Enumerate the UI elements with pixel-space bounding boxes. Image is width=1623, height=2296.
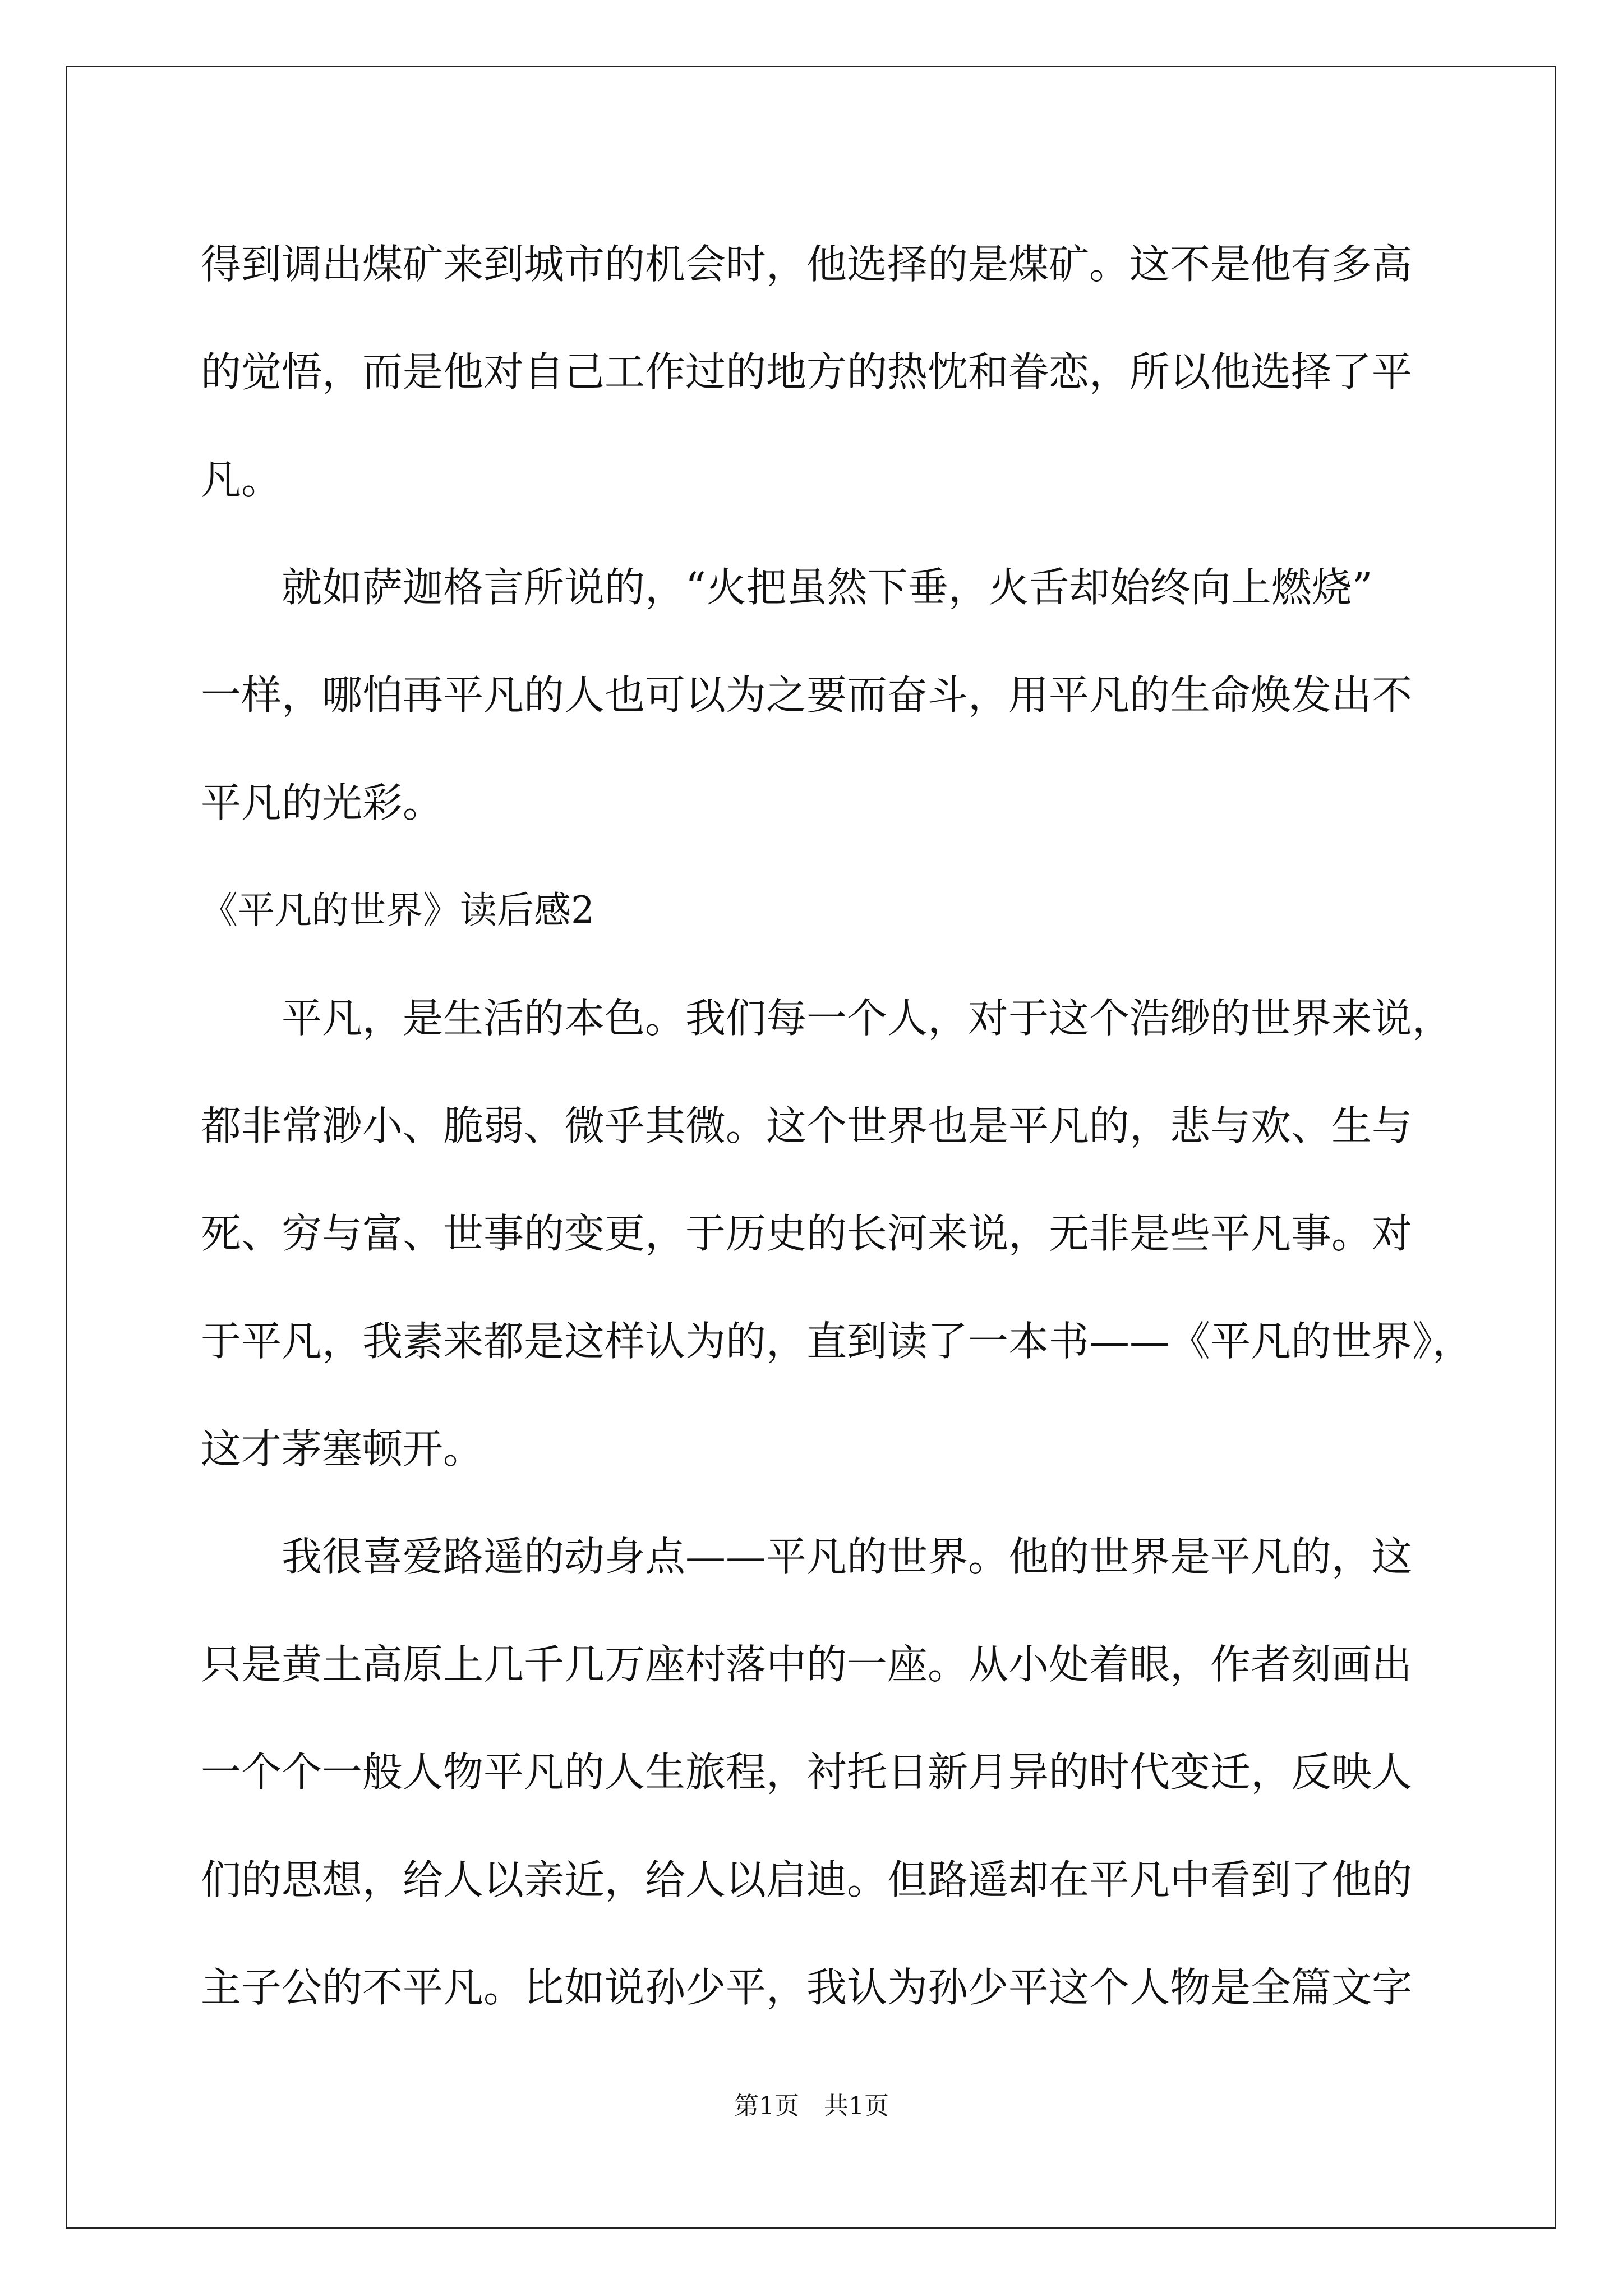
- text-line: 平凡的光彩。: [201, 779, 444, 826]
- text-line: 们的思想，给人以亲近，给人以启迪。但路遥却在平凡中看到了他的: [201, 1856, 1413, 1903]
- text-line: 这才茅塞顿开。: [201, 1425, 484, 1473]
- text-line: 都非常渺小、脆弱、微乎其微。这个世界也是平凡的，悲与欢、生与: [201, 1102, 1413, 1149]
- page-footer: 第1页 共1页: [734, 2092, 889, 2120]
- text-line: 于平凡，我素来都是这样认为的，直到读了一本书——《平凡的世界》，: [201, 1318, 1473, 1365]
- text-line: 就如萨迦格言所说的，“火把虽然下垂，火舌却始终向上燃烧”: [201, 564, 1373, 611]
- text-line: 只是黄土高原上几千几万座村落中的一座。从小处着眼，作者刻画出: [201, 1641, 1413, 1688]
- text-line: 凡。: [201, 456, 282, 503]
- text-line: 我很喜爱路遥的动身点——平凡的世界。他的世界是平凡的，这: [201, 1533, 1413, 1580]
- text-line: 主子公的不平凡。比如说孙少平，我认为孙少平这个人物是全篇文字: [201, 1964, 1413, 2011]
- section-heading: 《平凡的世界》读后感2: [201, 889, 594, 932]
- text-line: 平凡，是生活的本色。我们每一个人，对于这个浩缈的世界来说，: [201, 995, 1453, 1042]
- text-line: 得到调出煤矿来到城市的机会时，他选择的是煤矿。这不是他有多高: [201, 241, 1413, 288]
- text-line: 的觉悟，而是他对自己工作过的地方的热忱和眷恋，所以他选择了平: [201, 348, 1413, 395]
- text-line: 一个个一般人物平凡的人生旅程，衬托日新月异的时代变迁，反映人: [201, 1749, 1413, 1796]
- text-line: 死、穷与富、世事的变更，于历史的长河来说，无非是些平凡事。对: [201, 1210, 1413, 1257]
- text-line: 一样，哪怕再平凡的人也可以为之要而奋斗，用平凡的生命焕发出不: [201, 671, 1413, 719]
- document-body: [201, 210, 1473, 2041]
